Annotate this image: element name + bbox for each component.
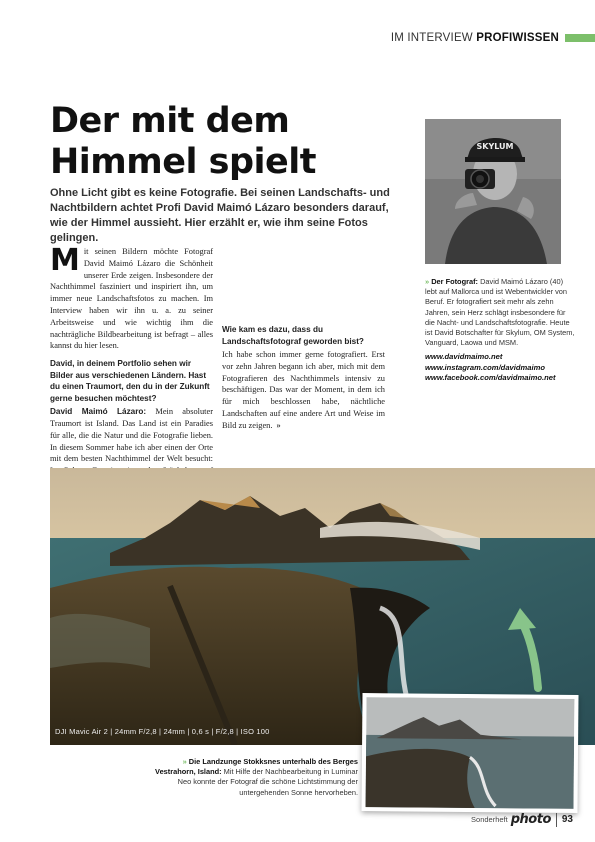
caption-title: Die Landzunge Stokksnes unterhalb des Berges Vestrahorn, Island: bbox=[155, 757, 358, 777]
portrait-illustration bbox=[425, 119, 561, 264]
footer-divider bbox=[556, 813, 557, 827]
article-title: Der mit dem Himmel spielt bbox=[50, 101, 316, 182]
answer-1-text: Mein absoluter Traumort ist Island. Das Land ist ein Paradies für alle, die die Natur und die Fotografie lieben. In diesem Sommer habe ich aber einen der Orte mit dem besten Nachthimmel der Welt besucht: bbox=[50, 407, 213, 464]
inset-illustration bbox=[366, 697, 575, 809]
bio-link-facebook[interactable]: www.facebook.com/davidmaimo.net bbox=[425, 373, 556, 383]
section-name-bold: PROFIWISSEN bbox=[476, 32, 559, 44]
question-1: David, in deinem Portfolio sehen wir Bilder aus verschiedenen Ländern. Hast du einen Traumort, den du in der Zukunft gerne besuchen möchtest? bbox=[50, 359, 210, 403]
bio-label: Der Fotograf: bbox=[431, 277, 478, 286]
inset-before-photo bbox=[361, 693, 578, 813]
exif-data: DJI Mavic Air 2 | 24mm F/2,8 | 24mm | 0,6 s | F/2,8 | ISO 100 bbox=[55, 727, 270, 736]
caption-arrows-icon: » bbox=[182, 757, 187, 766]
page-number: 93 bbox=[561, 814, 573, 825]
continue-marker: » bbox=[276, 420, 281, 430]
cap-logo-text: SKYLUM bbox=[476, 142, 514, 151]
bio-links bbox=[425, 352, 575, 384]
bio-link-website[interactable]: www.davidmaimo.net bbox=[425, 352, 503, 362]
article-column-1 bbox=[50, 243, 213, 506]
footer-magazine: Sonderheft bbox=[471, 815, 508, 824]
article-lead: Ohne Licht gibt es keine Fotografie. Bei seinen Landschafts- und Nachtbildern achtet Profi David Maimó Lázaro besonders darauf, wie der Himmel aussieht. Hier erzählt er, wie ihm seine Fotos gelingen. bbox=[50, 187, 390, 244]
bio-text bbox=[425, 277, 575, 348]
bio-arrows-icon: » bbox=[425, 277, 430, 286]
article-column-2 bbox=[222, 246, 385, 437]
caption-body: Mit Hilfe der Nachbearbeitung in Luminar Neo konnte der Fotograf die schöne Lichtstimmung der untergehenden Sonne hervorheben. bbox=[177, 767, 358, 797]
photographer-bio bbox=[425, 277, 575, 384]
photo-caption bbox=[146, 757, 358, 798]
intro-paragraph bbox=[50, 243, 213, 352]
bio-link-instagram[interactable]: www.instagram.com/davidmaimo bbox=[425, 362, 545, 372]
answer-2-text: Ich habe schon immer gerne fotografiert. Erst vor zehn Jahren begann ich aber, mich mit dem Fotografieren des Nachthimmels intensiv zu beschäftigen. Das war der Moment, in dem ich für mich beschlossen habe, nächtliche Landschaften auf eine andere Art und Weise im Bild zu zeigen. bbox=[222, 350, 385, 430]
section-label bbox=[391, 32, 559, 44]
section-accent-bar bbox=[565, 34, 595, 42]
question-2: Wie kam es dazu, dass du Landschaftsfotograf geworden bist? bbox=[222, 325, 364, 346]
answer-speaker: David Maimó Lázaro: bbox=[50, 407, 147, 417]
section-header bbox=[391, 32, 595, 44]
page-footer bbox=[471, 812, 573, 827]
dropcap: M bbox=[50, 243, 80, 278]
answer-2 bbox=[222, 349, 385, 432]
intro-text: it seinen Bildern möchte Fotograf David Maimó Lázaro die Schönheit unserer Erde zeigen. Insbesondere der Nachthimmel fasziniert und inspiriert ihn, um immer neue Landschaftsfotos zu machen. Im Interview haben wir ihn u. a. zu seiner Arbeitsweise und wie wichtig ihm die nachträgliche Bildbearbeitung ist befragt – alles kannst du hier lesen. bbox=[50, 247, 213, 351]
photographer-portrait bbox=[425, 119, 561, 264]
section-name: IM INTERVIEW bbox=[390, 32, 473, 44]
footer-brand-logo: photo bbox=[510, 812, 551, 827]
bio-body: David Maimó Lázaro (40) lebt auf Mallorca und ist Webentwickler von Beruf. Er fotografiert seit mehr als zehn Jahren, sein Herz schlägt insbesondere für die Nacht- und Landschaftsfotografie. Heute ist David Botschafter für Skylum, OM System, Vanguard, Laowa und MSM. bbox=[425, 277, 575, 348]
